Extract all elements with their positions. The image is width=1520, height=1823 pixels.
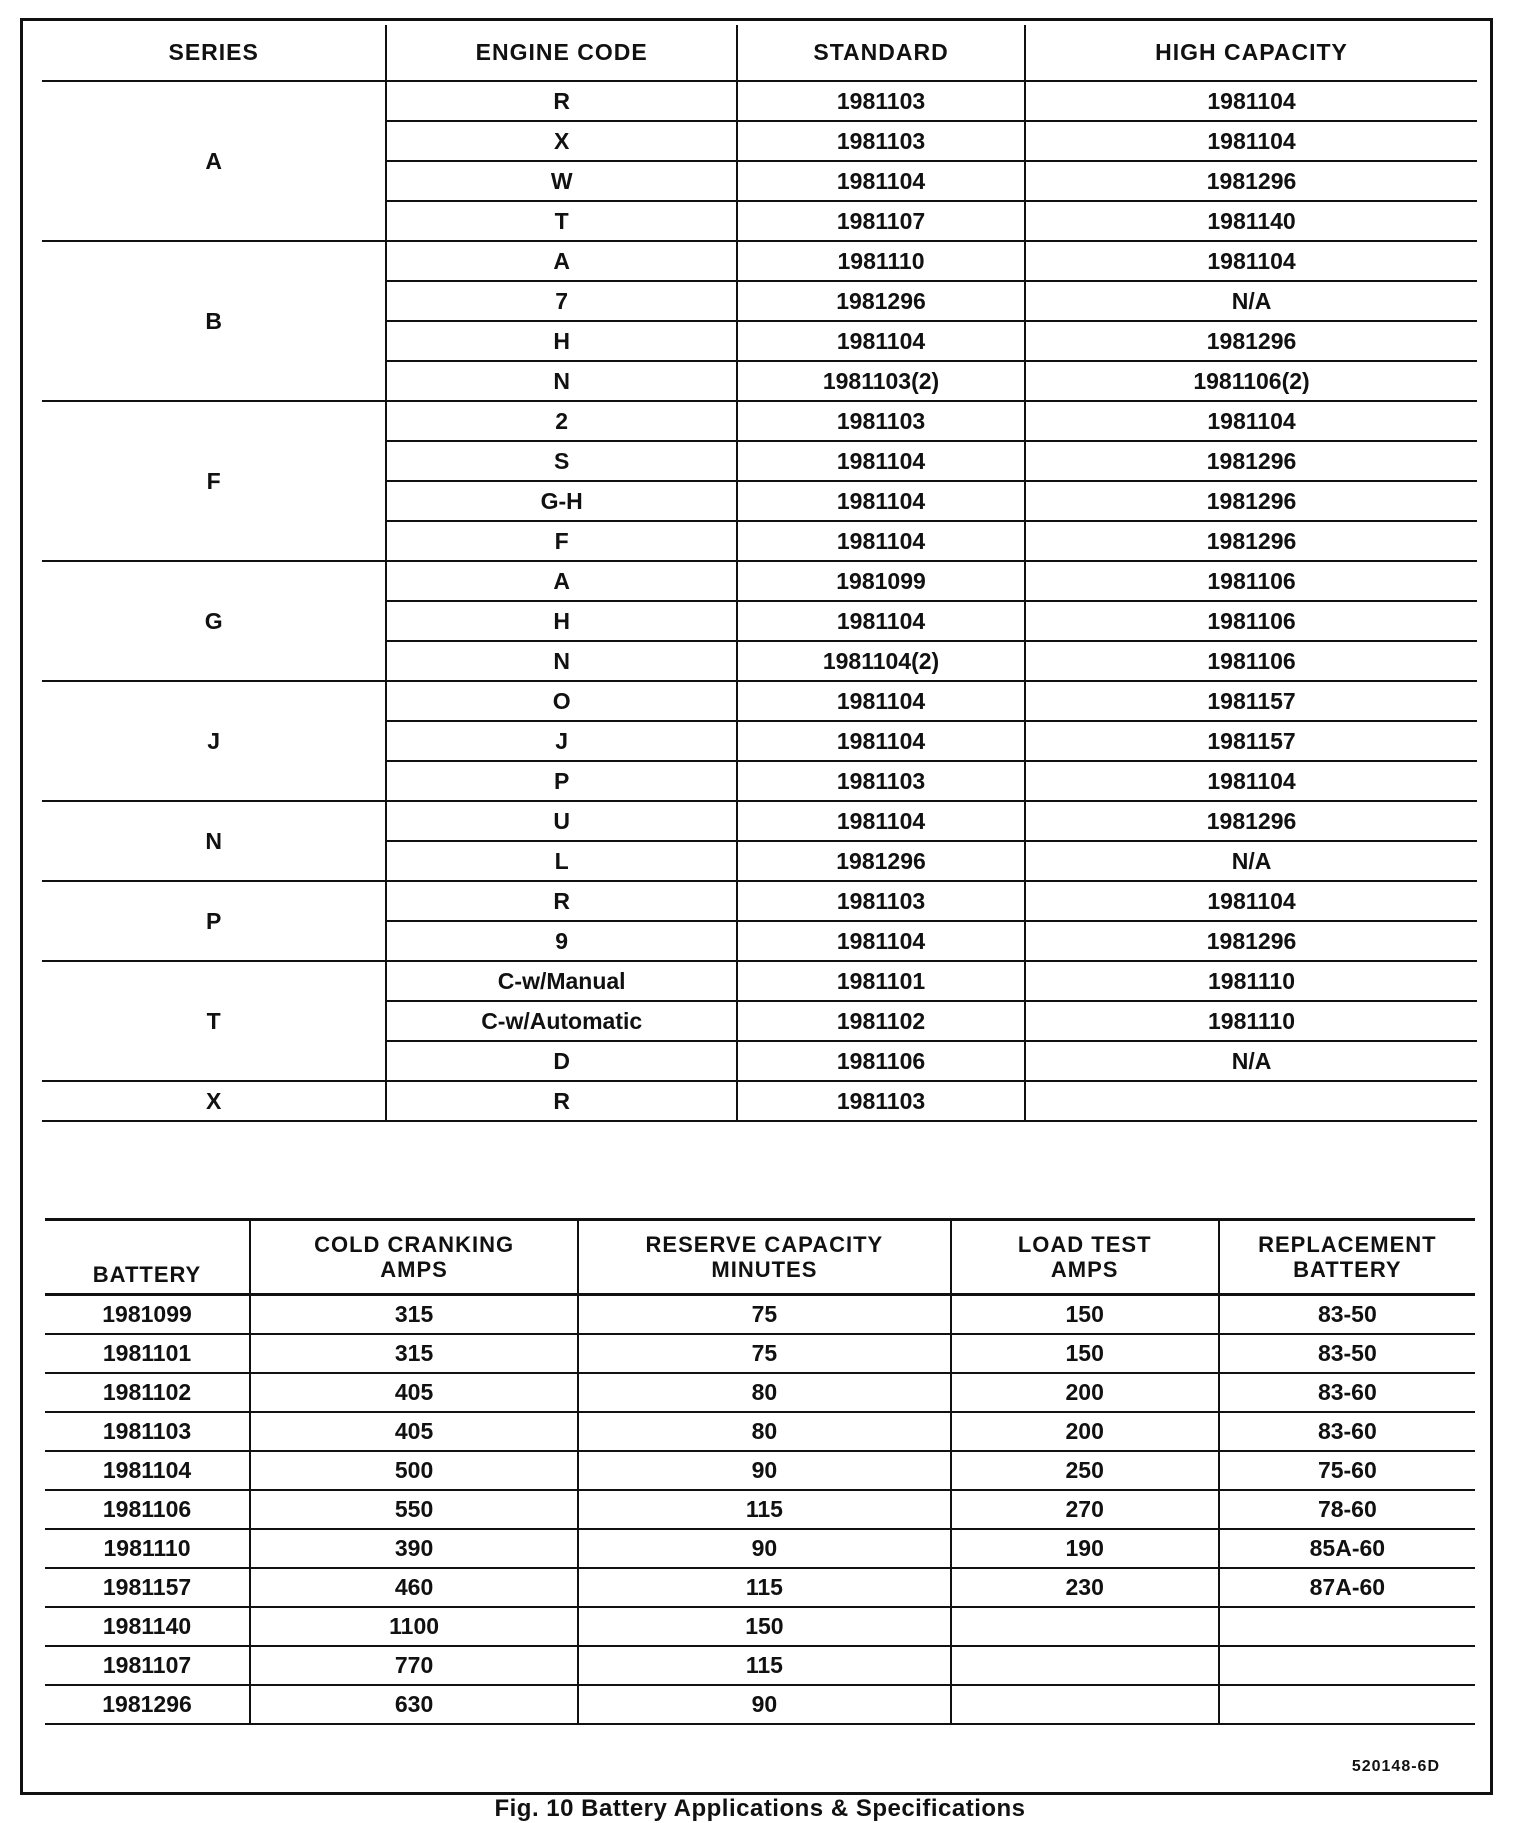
header-series: SERIES [42, 25, 386, 81]
reserve-capacity-cell: 115 [578, 1490, 951, 1529]
standard-battery-cell: 1981296 [737, 841, 1025, 881]
standard-battery-cell: 1981104(2) [737, 641, 1025, 681]
standard-battery-cell: 1981103 [737, 761, 1025, 801]
specifications-body [45, 1295, 1475, 1725]
load-test-amps-cell: 190 [951, 1529, 1219, 1568]
standard-battery-cell: 1981104 [737, 601, 1025, 641]
applications-header-row [42, 25, 1477, 81]
replacement-battery-cell: 75-60 [1219, 1451, 1475, 1490]
header-replacement-battery [1219, 1220, 1475, 1295]
high-capacity-battery-cell: N/A [1025, 841, 1477, 881]
cold-cranking-amps-cell: 550 [250, 1490, 578, 1529]
standard-battery-cell: 1981110 [737, 241, 1025, 281]
standard-battery-cell: 1981104 [737, 801, 1025, 841]
header-cca-line2: AMPS [380, 1257, 448, 1282]
application-row [42, 681, 1477, 721]
header-replacement-line2: BATTERY [1293, 1257, 1402, 1282]
standard-battery-cell: 1981104 [737, 721, 1025, 761]
load-test-amps-cell [951, 1646, 1219, 1685]
high-capacity-battery-cell: 1981104 [1025, 761, 1477, 801]
engine-code-cell: L [386, 841, 737, 881]
engine-code-cell: O [386, 681, 737, 721]
specification-row [45, 1490, 1475, 1529]
high-capacity-battery-cell: 1981104 [1025, 241, 1477, 281]
battery-number-cell: 1981099 [45, 1295, 250, 1335]
load-test-amps-cell: 230 [951, 1568, 1219, 1607]
series-cell: J [42, 681, 386, 801]
specification-row [45, 1334, 1475, 1373]
specifications-header-row [45, 1220, 1475, 1295]
specification-row [45, 1607, 1475, 1646]
cold-cranking-amps-cell: 315 [250, 1295, 578, 1335]
battery-number-cell: 1981106 [45, 1490, 250, 1529]
battery-number-cell: 1981107 [45, 1646, 250, 1685]
high-capacity-battery-cell: 1981296 [1025, 481, 1477, 521]
reserve-capacity-cell: 90 [578, 1529, 951, 1568]
reserve-capacity-cell: 90 [578, 1685, 951, 1724]
standard-battery-cell: 1981103(2) [737, 361, 1025, 401]
header-cold-cranking-amps [250, 1220, 578, 1295]
high-capacity-battery-cell: 1981296 [1025, 921, 1477, 961]
application-row [42, 561, 1477, 601]
engine-code-cell: H [386, 321, 737, 361]
high-capacity-battery-cell: 1981157 [1025, 721, 1477, 761]
high-capacity-battery-cell: 1981110 [1025, 961, 1477, 1001]
series-cell: F [42, 401, 386, 561]
header-reserve-line2: MINUTES [711, 1257, 818, 1282]
reserve-capacity-cell: 75 [578, 1295, 951, 1335]
high-capacity-battery-cell: 1981106 [1025, 641, 1477, 681]
high-capacity-battery-cell [1025, 1081, 1477, 1121]
specification-row [45, 1451, 1475, 1490]
high-capacity-battery-cell: 1981110 [1025, 1001, 1477, 1041]
application-row [42, 81, 1477, 121]
high-capacity-battery-cell: 1981104 [1025, 121, 1477, 161]
engine-code-cell: G-H [386, 481, 737, 521]
replacement-battery-cell: 83-50 [1219, 1295, 1475, 1335]
high-capacity-battery-cell: 1981140 [1025, 201, 1477, 241]
standard-battery-cell: 1981099 [737, 561, 1025, 601]
engine-code-cell: T [386, 201, 737, 241]
replacement-battery-cell: 85A-60 [1219, 1529, 1475, 1568]
cold-cranking-amps-cell: 405 [250, 1373, 578, 1412]
series-cell: X [42, 1081, 386, 1121]
standard-battery-cell: 1981104 [737, 481, 1025, 521]
reserve-capacity-cell: 90 [578, 1451, 951, 1490]
standard-battery-cell: 1981104 [737, 321, 1025, 361]
header-replacement-line1: REPLACEMENT [1258, 1232, 1437, 1257]
reserve-capacity-cell: 150 [578, 1607, 951, 1646]
standard-battery-cell: 1981103 [737, 881, 1025, 921]
battery-number-cell: 1981104 [45, 1451, 250, 1490]
series-cell: N [42, 801, 386, 881]
header-reserve-line1: RESERVE CAPACITY [645, 1232, 884, 1257]
replacement-battery-cell [1219, 1646, 1475, 1685]
figure-caption: Fig. 10 Battery Applications & Specifications [494, 1795, 1026, 1822]
load-test-amps-cell [951, 1685, 1219, 1724]
battery-specifications-table [45, 1218, 1475, 1725]
engine-code-cell: C-w/Automatic [386, 1001, 737, 1041]
battery-number-cell: 1981110 [45, 1529, 250, 1568]
high-capacity-battery-cell: 1981106 [1025, 561, 1477, 601]
header-battery [45, 1220, 250, 1295]
engine-code-cell: W [386, 161, 737, 201]
high-capacity-battery-cell: 1981296 [1025, 521, 1477, 561]
cold-cranking-amps-cell: 1100 [250, 1607, 578, 1646]
load-test-amps-cell: 270 [951, 1490, 1219, 1529]
load-test-amps-cell: 200 [951, 1373, 1219, 1412]
high-capacity-battery-cell: 1981296 [1025, 321, 1477, 361]
load-test-amps-cell [951, 1607, 1219, 1646]
battery-number-cell: 1981157 [45, 1568, 250, 1607]
standard-battery-cell: 1981104 [737, 161, 1025, 201]
header-cca-line1: COLD CRANKING [314, 1232, 515, 1257]
specification-row [45, 1412, 1475, 1451]
engine-code-cell: 9 [386, 921, 737, 961]
application-row [42, 241, 1477, 281]
high-capacity-battery-cell: 1981104 [1025, 81, 1477, 121]
header-standard: STANDARD [737, 25, 1025, 81]
standard-battery-cell: 1981102 [737, 1001, 1025, 1041]
load-test-amps-cell: 250 [951, 1451, 1219, 1490]
high-capacity-battery-cell: N/A [1025, 281, 1477, 321]
series-cell: B [42, 241, 386, 401]
application-row [42, 801, 1477, 841]
cold-cranking-amps-cell: 315 [250, 1334, 578, 1373]
reserve-capacity-cell: 115 [578, 1646, 951, 1685]
standard-battery-cell: 1981104 [737, 681, 1025, 721]
specification-row [45, 1295, 1475, 1335]
replacement-battery-cell: 83-60 [1219, 1373, 1475, 1412]
battery-number-cell: 1981102 [45, 1373, 250, 1412]
load-test-amps-cell: 150 [951, 1295, 1219, 1335]
cold-cranking-amps-cell: 405 [250, 1412, 578, 1451]
high-capacity-battery-cell: 1981296 [1025, 801, 1477, 841]
battery-number-cell: 1981140 [45, 1607, 250, 1646]
application-row [42, 961, 1477, 1001]
replacement-battery-cell: 78-60 [1219, 1490, 1475, 1529]
replacement-battery-cell: 83-50 [1219, 1334, 1475, 1373]
replacement-battery-cell [1219, 1685, 1475, 1724]
application-row [42, 401, 1477, 441]
header-load-line2: AMPS [1050, 1257, 1119, 1282]
applications-body [42, 81, 1477, 1121]
engine-code-cell: R [386, 881, 737, 921]
high-capacity-battery-cell: 1981106 [1025, 601, 1477, 641]
standard-battery-cell: 1981103 [737, 1081, 1025, 1121]
cold-cranking-amps-cell: 460 [250, 1568, 578, 1607]
engine-code-cell: J [386, 721, 737, 761]
series-cell: A [42, 81, 386, 241]
high-capacity-battery-cell: 1981157 [1025, 681, 1477, 721]
reserve-capacity-cell: 75 [578, 1334, 951, 1373]
load-test-amps-cell: 200 [951, 1412, 1219, 1451]
engine-code-cell: C-w/Manual [386, 961, 737, 1001]
specification-row [45, 1646, 1475, 1685]
engine-code-cell: D [386, 1041, 737, 1081]
engine-code-cell: N [386, 641, 737, 681]
header-high-capacity: HIGH CAPACITY [1025, 25, 1477, 81]
standard-battery-cell: 1981103 [737, 81, 1025, 121]
high-capacity-battery-cell: 1981104 [1025, 401, 1477, 441]
standard-battery-cell: 1981104 [737, 921, 1025, 961]
engine-code-cell: 7 [386, 281, 737, 321]
engine-code-cell: H [386, 601, 737, 641]
cold-cranking-amps-cell: 500 [250, 1451, 578, 1490]
figure-code: 520148-6D [1351, 1758, 1440, 1775]
application-row [42, 881, 1477, 921]
engine-code-cell: X [386, 121, 737, 161]
application-row [42, 1081, 1477, 1121]
cold-cranking-amps-cell: 390 [250, 1529, 578, 1568]
cold-cranking-amps-cell: 770 [250, 1646, 578, 1685]
engine-code-cell: N [386, 361, 737, 401]
high-capacity-battery-cell: 1981104 [1025, 881, 1477, 921]
engine-code-cell: U [386, 801, 737, 841]
specification-row [45, 1529, 1475, 1568]
header-engine-code: ENGINE CODE [386, 25, 737, 81]
replacement-battery-cell: 87A-60 [1219, 1568, 1475, 1607]
standard-battery-cell: 1981101 [737, 961, 1025, 1001]
engine-code-cell: R [386, 81, 737, 121]
engine-code-cell: 2 [386, 401, 737, 441]
battery-number-cell: 1981296 [45, 1685, 250, 1724]
reserve-capacity-cell: 80 [578, 1412, 951, 1451]
battery-number-cell: 1981101 [45, 1334, 250, 1373]
high-capacity-battery-cell: 1981296 [1025, 441, 1477, 481]
series-cell: T [42, 961, 386, 1081]
specification-row [45, 1373, 1475, 1412]
battery-applications-table [42, 25, 1477, 1122]
load-test-amps-cell: 150 [951, 1334, 1219, 1373]
series-cell: P [42, 881, 386, 961]
header-load-line1: LOAD TEST [1017, 1232, 1152, 1257]
reserve-capacity-cell: 115 [578, 1568, 951, 1607]
series-cell: G [42, 561, 386, 681]
standard-battery-cell: 1981104 [737, 521, 1025, 561]
high-capacity-battery-cell: 1981296 [1025, 161, 1477, 201]
standard-battery-cell: 1981296 [737, 281, 1025, 321]
engine-code-cell: F [386, 521, 737, 561]
battery-number-cell: 1981103 [45, 1412, 250, 1451]
cold-cranking-amps-cell: 630 [250, 1685, 578, 1724]
engine-code-cell: R [386, 1081, 737, 1121]
reserve-capacity-cell: 80 [578, 1373, 951, 1412]
high-capacity-battery-cell: N/A [1025, 1041, 1477, 1081]
engine-code-cell: A [386, 561, 737, 601]
high-capacity-battery-cell: 1981106(2) [1025, 361, 1477, 401]
header-reserve-capacity [578, 1220, 951, 1295]
engine-code-cell: A [386, 241, 737, 281]
standard-battery-cell: 1981106 [737, 1041, 1025, 1081]
header-load-test [951, 1220, 1219, 1295]
standard-battery-cell: 1981103 [737, 401, 1025, 441]
specification-row [45, 1685, 1475, 1724]
engine-code-cell: P [386, 761, 737, 801]
standard-battery-cell: 1981103 [737, 121, 1025, 161]
replacement-battery-cell: 83-60 [1219, 1412, 1475, 1451]
engine-code-cell: S [386, 441, 737, 481]
specification-row [45, 1568, 1475, 1607]
standard-battery-cell: 1981104 [737, 441, 1025, 481]
header-battery-text: BATTERY [92, 1262, 202, 1287]
replacement-battery-cell [1219, 1607, 1475, 1646]
standard-battery-cell: 1981107 [737, 201, 1025, 241]
